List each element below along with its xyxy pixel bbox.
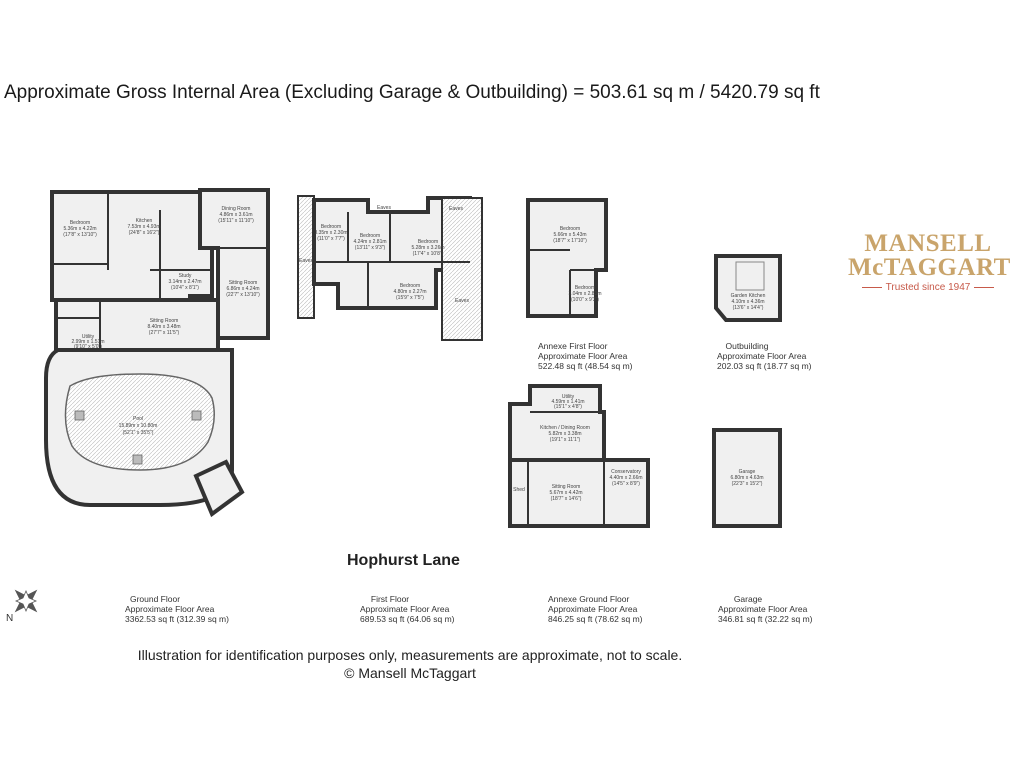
copyright-text: © Mansell McTaggart [344, 665, 476, 681]
brand-line-2: McTAGGART [848, 254, 1011, 281]
room-name: Utility [561, 394, 575, 400]
room-dims-imperial: (52'1" x 35'5") [122, 430, 154, 436]
eaves-label: Eaves [455, 298, 469, 304]
room-name: Kitchen / Dining Room [540, 425, 590, 431]
caption-first-floor [360, 594, 455, 624]
room-dims: 4.59m x 1.41m [551, 399, 585, 405]
caption-area: 346.81 sq ft (32.22 sq m) [718, 614, 813, 624]
room-dims: 8.40m x 3.48m [147, 324, 181, 330]
disclaimer-text: Illustration for identification purposes only, measurements are approximate, not to scale. [137, 647, 683, 663]
pool-basin [65, 374, 214, 470]
room-name: Bedroom [359, 233, 381, 239]
first-eaves-left [298, 196, 314, 318]
room-name: Bedroom [69, 220, 91, 226]
caption-annexe-ground-floor [548, 594, 643, 624]
disclaimer [60, 646, 760, 682]
room-dims: 2.99m x 1.51m [71, 339, 105, 345]
room-name: Sitting Room [149, 318, 179, 324]
caption-title: Ground Floor [129, 594, 181, 604]
caption-ground-floor [125, 594, 229, 624]
caption-area: 522.48 sq ft (48.54 sq m) [538, 361, 633, 371]
caption-area: 846.25 sq ft (78.62 sq m) [548, 614, 643, 624]
room-dims-imperial: (11'0" x 7'7") [317, 236, 345, 242]
room-name: Kitchen [135, 218, 153, 224]
room-dims-imperial: (18'7" x 14'6") [550, 496, 582, 502]
caption-area: 689.53 sq ft (64.06 sq m) [360, 614, 455, 624]
caption-title: Annexe First Floor [538, 341, 608, 351]
room-name: Dining Room [221, 206, 251, 212]
room-dims: 4.80m x 2.27m [393, 289, 427, 295]
room-dims: 5.28m x 3.26m [411, 245, 445, 251]
caption-outbuilding [717, 341, 812, 371]
room-dims-imperial: (22'7" x 13'10") [226, 292, 260, 298]
room-name: Pool [132, 416, 144, 422]
eaves-label: Eaves [377, 205, 391, 211]
room-dims: 6.80m x 4.63m [730, 475, 764, 481]
room-dims-imperial: (19'1" x 11'1") [549, 437, 581, 443]
room-name: Sitting Room [551, 484, 581, 490]
room-name: Bedroom [574, 285, 596, 291]
first-eaves-right [442, 198, 482, 340]
eaves-label: Eaves [449, 206, 463, 212]
room-name: Garden Kitchen [730, 293, 766, 299]
caption-area-label: Approximate Floor Area [538, 351, 628, 361]
room-dims-imperial: (13'6" x 14'4") [732, 305, 764, 311]
caption-area-label: Approximate Floor Area [360, 604, 450, 614]
room-dims: 3.04m x 2.83m [568, 291, 602, 297]
room-dims-imperial: (13'11" x 9'3") [354, 245, 386, 251]
room-dims: 5.82m x 3.38m [548, 431, 582, 437]
brand-line-1: MANSELL [864, 230, 992, 257]
room-name: Bedroom [399, 283, 421, 289]
room-dims: 5.66m x 5.43m [553, 232, 587, 238]
room-name: Bedroom [559, 226, 581, 232]
caption-area: 3362.53 sq ft (312.39 sq m) [125, 614, 229, 624]
room-dims: 5.67m x 4.42m [549, 490, 583, 496]
room-dims-imperial: (10'0" x 9'3") [571, 297, 599, 303]
room-dims-imperial: (18'7" x 17'10") [553, 238, 587, 244]
caption-area-label: Approximate Floor Area [548, 604, 638, 614]
brand-tagline: Trusted since 1947 [885, 282, 971, 293]
eaves-label: Eaves [299, 258, 313, 264]
room-dims: 6.86m x 4.24m [226, 286, 260, 292]
room-dims-imperial: (14'5" x 8'9") [612, 481, 640, 487]
room-dims-imperial: (27'7" x 11'5") [148, 330, 180, 336]
room-dims-imperial: (15'11" x 11'10") [218, 218, 254, 224]
room-dims-imperial: (22'3" x 15'2") [731, 481, 763, 487]
caption-annexe-first-floor [538, 341, 633, 371]
room-dims-imperial: (15'9" x 7'5") [396, 295, 424, 301]
room-name: Bedroom [320, 224, 342, 230]
room-dims: 4.86m x 3.61m [219, 212, 253, 218]
room-dims: 3.14m x 2.47m [168, 279, 202, 285]
room-name: Bedroom [417, 239, 439, 245]
room-dims: 3.35m x 2.30m [314, 230, 348, 236]
room-dims-imperial: (10'4" x 8'1") [171, 285, 199, 291]
room-dims-imperial: (15'1" x 4'8") [554, 404, 582, 410]
caption-area-label: Approximate Floor Area [125, 604, 215, 614]
room-dims-imperial: (9'10" x 5'0") [74, 344, 102, 350]
room-name: Study [178, 273, 192, 279]
annexe-ground-upper [510, 386, 604, 460]
room-dims: 7.53m x 4.93m [127, 224, 161, 230]
room-dims-imperial: (17'8" x 13'10") [63, 232, 97, 238]
street-name: Hophurst Lane [347, 552, 460, 569]
caption-area-label: Approximate Floor Area [718, 604, 808, 614]
caption-area-label: Approximate Floor Area [717, 351, 807, 361]
compass-north-label: N [6, 613, 14, 624]
room-dims: 4.24m x 2.81m [353, 239, 387, 245]
caption-title: Annexe Ground Floor [548, 594, 630, 604]
caption-title: First Floor [370, 594, 410, 604]
caption-title: Outbuilding [725, 341, 769, 351]
room-name: Utility [81, 334, 95, 340]
room-dims: 4.40m x 2.66m [609, 475, 643, 481]
caption-area: 202.03 sq ft (18.77 sq m) [717, 361, 812, 371]
room-dims-imperial: (17'4" x 10'8") [412, 251, 444, 257]
room-dims: 15.89m x 10.80m [118, 423, 158, 429]
room-dims: 5.36m x 4.22m [63, 226, 97, 232]
room-dims: 4.10m x 4.36m [731, 299, 765, 305]
ground-left-wing [52, 192, 212, 312]
room-name: Conservatory [611, 469, 641, 475]
room-name: Sitting Room [228, 280, 258, 286]
room-name: Shed [513, 487, 525, 493]
outbuilding-room-labels [731, 293, 766, 311]
gross-internal-area-heading: Approximate Gross Internal Area (Excluding Garage & Outbuilding) = 503.61 sq m / 5420.79 sq ft [4, 82, 820, 103]
room-name: Garage [738, 469, 756, 475]
caption-title: Garage [733, 594, 763, 604]
caption-garage [718, 594, 813, 624]
room-dims-imperial: (24'8" x 16'2") [128, 230, 160, 236]
